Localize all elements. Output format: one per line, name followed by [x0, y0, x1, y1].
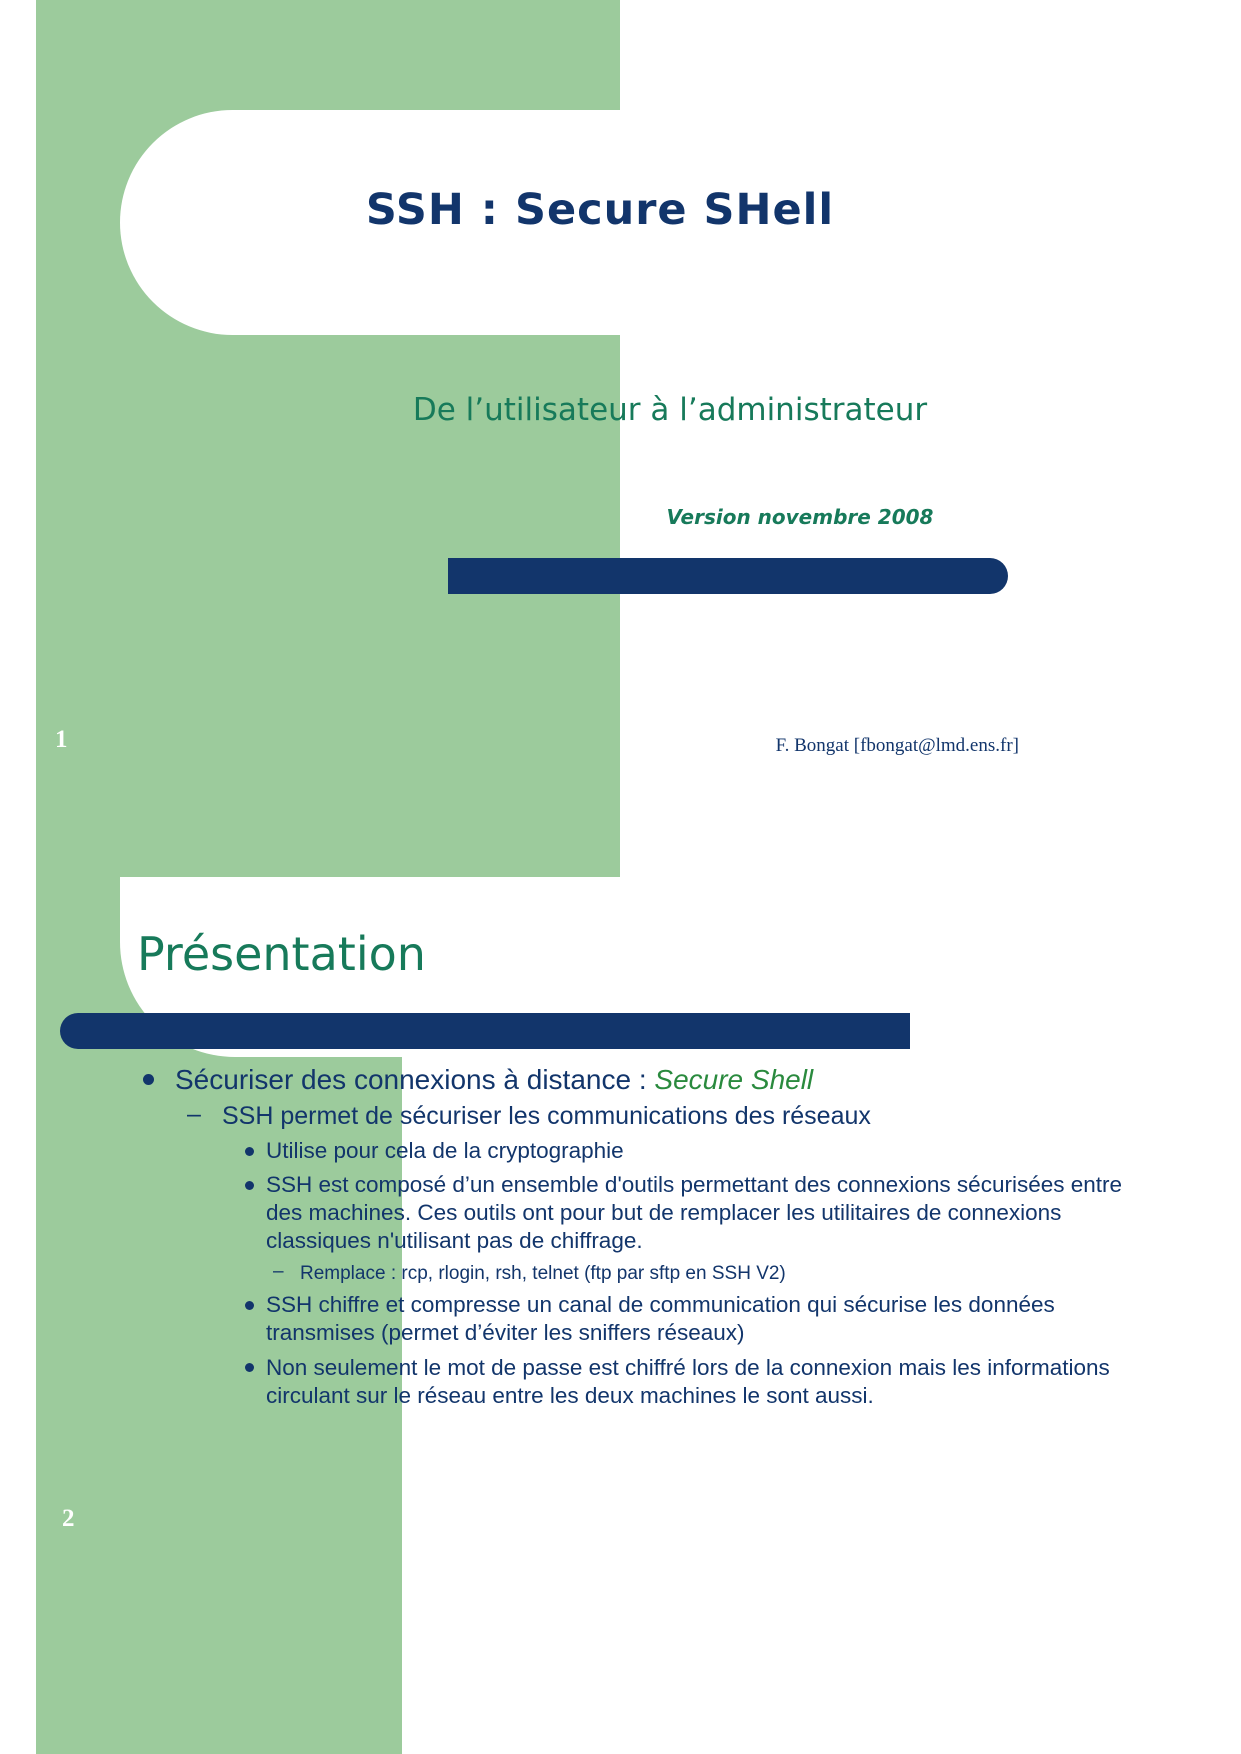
- dash-icon: –: [187, 1100, 201, 1129]
- bullet-text: Non seulement le mot de passe est chiffré lors de la connexion mais les informations circulant sur le réseau entre les deux machines le sont aussi.: [266, 1354, 1110, 1408]
- dash-icon: –: [273, 1261, 284, 1283]
- list-item: [135, 1101, 1135, 1131]
- bullet-text: SSH est composé d’un ensemble d'outils permettant des connexions sécurisées entre des machines. Ces outils ont pour but de remplacer les utilitaires de connexions classiques n'utilisant pas de chiffrage.: [266, 1172, 1123, 1254]
- slide-subtitle: De l’utilisateur à l’administrateur: [412, 392, 928, 428]
- navy-divider-bar: [448, 558, 1008, 594]
- slide-title: SSH : Secure SHell: [365, 185, 835, 235]
- list-item: [135, 1291, 1135, 1347]
- bullet-icon: [245, 1363, 254, 1372]
- slide-content: [135, 1063, 1135, 1410]
- slide-2: [0, 877, 1241, 1754]
- slide-heading: Présentation: [137, 927, 426, 981]
- bullet-text: Sécuriser des connexions à distance :: [175, 1064, 655, 1095]
- bullet-icon: [245, 1301, 254, 1310]
- page-number: 2: [62, 1505, 75, 1532]
- list-item: [135, 1063, 1135, 1096]
- list-item: [135, 1171, 1135, 1255]
- list-item: [135, 1262, 1135, 1286]
- list-item: [135, 1354, 1135, 1410]
- bullet-text-emphasis: Secure Shell: [654, 1064, 814, 1095]
- navy-divider-bar-2: [60, 1013, 910, 1049]
- bullet-icon: [245, 1181, 254, 1190]
- bullet-icon: [143, 1074, 154, 1085]
- bullet-text: Remplace : rcp, rlogin, rsh, telnet (ftp par sftp en SSH V2): [300, 1262, 786, 1284]
- author-credit: F. Bongat [fbongat@lmd.ens.fr]: [775, 735, 1019, 756]
- bullet-text: SSH chiffre et compresse un canal de communication qui sécurise les données transmises (permet d’éviter les sniffers réseaux): [266, 1292, 1055, 1346]
- bullet-icon: [245, 1147, 254, 1156]
- list-item: [135, 1137, 1135, 1165]
- page-number: 1: [55, 726, 68, 753]
- bullet-text: SSH permet de sécuriser les communications des réseaux: [222, 1102, 871, 1131]
- version-label: Version novembre 2008: [666, 505, 934, 529]
- bullet-text: Utilise pour cela de la cryptographie: [266, 1138, 624, 1164]
